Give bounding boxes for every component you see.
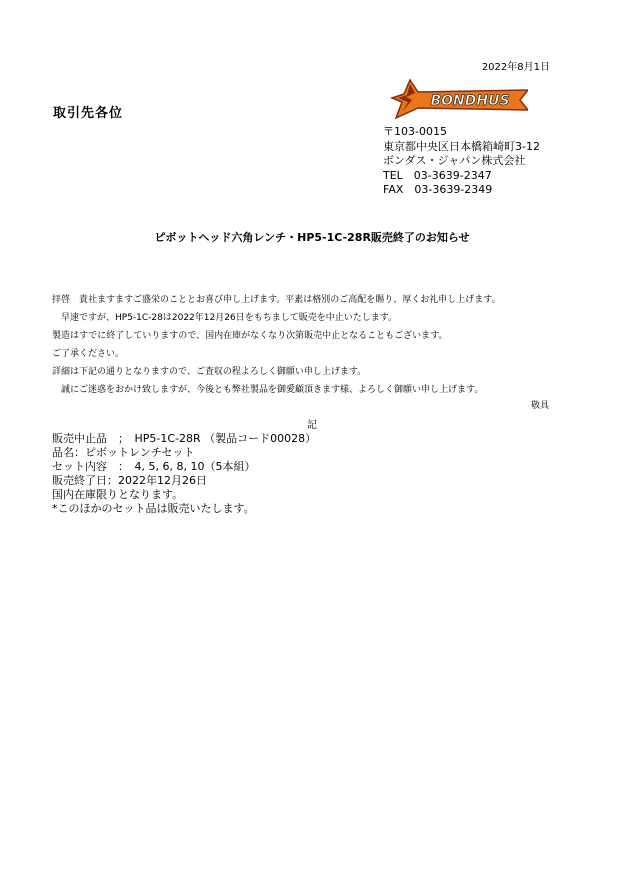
sender-address-block — [383, 125, 540, 198]
body-line: 製造はすでに終了していりますので、国内在庫がなくなり次第販売中止となることもございます。 — [52, 331, 448, 341]
detail-line: 品名：ピボットレンチセット — [52, 446, 195, 459]
detail-line: 販売中止品 ； HP5-1C-28R （製品コード00028） — [52, 432, 317, 445]
notice-title: ピボットヘッド六角レンチ・HP5-1C-28R販売終了のお知らせ — [154, 231, 470, 244]
detail-line: 国内在庫限りとなります。 — [52, 488, 184, 501]
product-details — [52, 432, 316, 516]
detail-line: *このほかのセット品は販売いたします。 — [52, 502, 255, 515]
sender-address: 東京都中央区日本橋箱崎町3-12 — [383, 139, 540, 153]
ki-heading: 記 — [307, 420, 317, 431]
detail-line: セット内容 ： 4, 5, 6, 8, 10（5本組） — [52, 460, 256, 473]
detail-line: 販売終了日：2022年12月26日 — [52, 474, 207, 487]
sender-fax: FAX 03-3639-2349 — [383, 183, 493, 196]
sender-postal-code: 〒103-0015 — [383, 125, 447, 138]
sender-company: ボンダス・ジャパン株式会社 — [383, 154, 526, 167]
letter-body — [52, 291, 501, 399]
closing-word: 敬具 — [530, 401, 549, 411]
body-line: ご了承ください。 — [52, 349, 125, 359]
logo-wordmark: BONDHUS — [430, 93, 510, 109]
recipient-heading: 取引先各位 — [53, 106, 124, 121]
body-line: 詳細は下記の通りとなりますので、ご査収の程よろしく御願い申し上げます。 — [52, 367, 367, 377]
body-line: 誠にご迷惑をおかけ致しますが、今後とも弊社製品を御愛顧頂きます様、よろしく御願い申し上げます。 — [52, 385, 484, 395]
bondhus-logo — [388, 78, 528, 120]
body-line: 早速ですが、HP5-1C-28は2022年12月26日をもちまして販売を中止いたします。 — [52, 313, 397, 323]
sender-tel: TEL 03-3639-2347 — [383, 168, 492, 182]
document-date: 2022年8月1日 — [481, 62, 550, 73]
body-line: 拝啓 貴社ますますご盛栄のこととお喜び申し上げます。平素は格別のご高配を賜り、厚くお礼申し上げます。 — [52, 295, 501, 305]
